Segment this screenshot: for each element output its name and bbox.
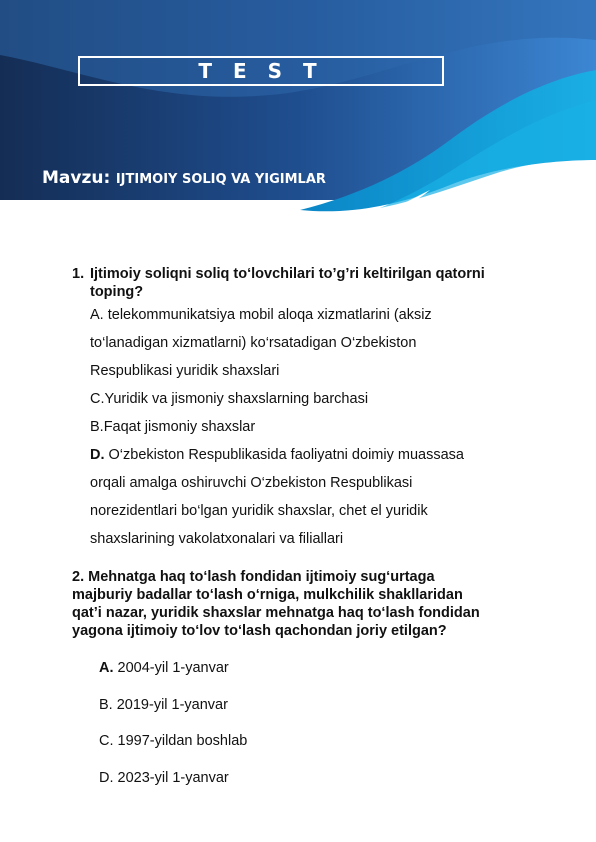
topic-value: IJTIMOIY SOLIQ VA YIGIMLAR bbox=[115, 172, 326, 187]
question-1-line-1: Ijtimoiy soliqni soliq to‘lovchilari to’g’ri keltirilgan qatorni bbox=[90, 266, 485, 282]
q1-option-d-line: norezidentlari bo‘lgan yuridik shaxslar, chet el yuridik bbox=[90, 503, 428, 519]
test-title-box bbox=[78, 56, 444, 86]
question-1-text bbox=[72, 265, 542, 301]
q1-option-d-line: shaxslarining vakolatxonalari va filiallari bbox=[90, 531, 344, 547]
question-1 bbox=[72, 265, 542, 553]
q2-option-a-text: 2004-yil 1-yanvar bbox=[113, 660, 229, 676]
q1-option-line: C.Yuridik va jismoniy shaxslarning barchasi bbox=[90, 391, 369, 407]
question-2-line: qat’i nazar, yuridik shaxslar mehnatga haq to‘lash fondidan bbox=[72, 605, 480, 621]
question-1-line-2: toping? bbox=[90, 284, 144, 300]
q1-option-line: B.Faqat jismoniy shaxslar bbox=[90, 419, 256, 435]
topic-label: Mavzu: bbox=[42, 168, 111, 188]
q2-option-b: B. 2019-yil 1-yanvar bbox=[99, 696, 228, 713]
q1-option-d-line: orqali amalga oshiruvchi O‘zbekiston Respublikasi bbox=[90, 475, 413, 491]
q2-option-a-letter: A. bbox=[99, 660, 114, 676]
question-2 bbox=[72, 568, 542, 640]
question-2-line: majburiy badallar to‘lash o‘rniga, mulkchilik shakllaridan bbox=[72, 587, 463, 603]
question-1-options bbox=[72, 301, 542, 553]
q2-option-a bbox=[99, 658, 247, 695]
header-wave-background bbox=[0, 0, 596, 250]
question-2-line: 2. Mehnatga haq to‘lash fondidan ijtimoiy sug‘urtaga bbox=[72, 569, 435, 585]
question-2-options bbox=[99, 658, 247, 804]
q1-option-line: to‘lanadigan xizmatlarni) ko‘rsatadigan O‘zbekiston bbox=[90, 335, 417, 351]
topic-heading bbox=[42, 168, 326, 188]
question-1-number: 1. bbox=[72, 266, 85, 282]
q1-option-d-letter: D. bbox=[90, 447, 105, 463]
q1-option-line: Respublikasi yuridik shaxslari bbox=[90, 363, 280, 379]
q1-option-d-line: O‘zbekiston Respublikasida faoliyatni doimiy muassasa bbox=[104, 447, 464, 463]
q1-option-d bbox=[90, 441, 542, 469]
question-2-line: yagona ijtimoiy to‘lov to‘lash qachondan joriy etilgan? bbox=[72, 623, 447, 639]
question-2-text bbox=[72, 568, 542, 640]
q2-option-d: D. 2023-yil 1-yanvar bbox=[99, 769, 229, 786]
test-title: T E S T bbox=[198, 59, 324, 83]
q1-option-line: A. telekommunikatsiya mobil aloqa xizmatlarini (aksiz bbox=[90, 307, 432, 323]
q2-option-c: C. 1997-yildan boshlab bbox=[99, 733, 248, 749]
